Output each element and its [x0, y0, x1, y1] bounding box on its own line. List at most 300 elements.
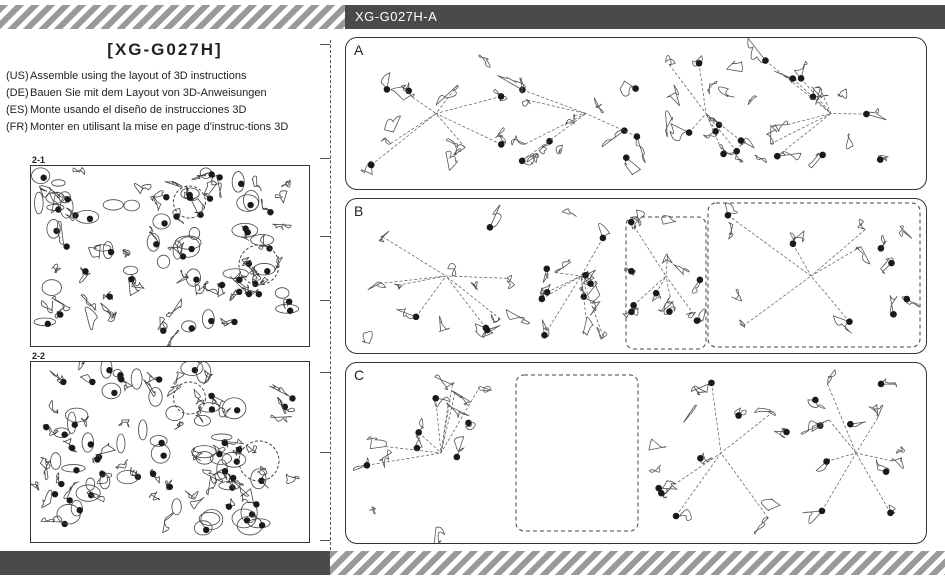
part-number-marker: [487, 224, 494, 231]
part-outline: [149, 388, 162, 407]
assembly-guide-line: [856, 453, 892, 461]
part-outline: [102, 383, 121, 399]
part-number-marker: [150, 471, 156, 477]
part-sketch: [556, 145, 563, 154]
part-number-marker: [712, 128, 719, 135]
part-outline: [269, 385, 289, 397]
part-sketch: [527, 153, 538, 162]
part-number-marker: [888, 260, 895, 267]
step-label: A: [354, 42, 364, 58]
part-number-marker: [208, 393, 214, 399]
part-number-marker: [819, 152, 826, 159]
assembly-guide-line: [721, 412, 773, 453]
part-outline: [275, 288, 289, 299]
part-number-marker: [878, 381, 885, 388]
part-sketch: [896, 447, 904, 453]
part-number-marker: [267, 209, 273, 215]
lang-code: (FR): [6, 121, 28, 133]
assembly-guide-line: [382, 236, 446, 276]
part-number-marker: [878, 245, 885, 252]
part-number-marker: [725, 212, 732, 219]
part-outline: [166, 299, 181, 317]
part-sketch: [506, 310, 529, 324]
part-number-marker: [694, 317, 701, 324]
part-outline: [100, 475, 110, 489]
part-number-marker: [226, 503, 232, 509]
step-panel-a: [345, 37, 927, 190]
part-outline: [163, 513, 174, 533]
part-number-marker: [52, 491, 58, 497]
part-outline: [190, 198, 204, 213]
part-outline: [39, 186, 50, 198]
part-sketch: [801, 421, 820, 434]
part-number-marker: [498, 93, 505, 100]
part-number-marker: [863, 111, 870, 118]
part-number-marker: [88, 441, 94, 447]
part-number-marker: [790, 240, 797, 247]
part-sketch: [496, 128, 505, 138]
part-number-marker: [207, 195, 213, 201]
part-number-marker: [72, 422, 78, 428]
part-outline: [31, 480, 39, 490]
part-sketch: [740, 320, 745, 327]
part-number-marker: [413, 314, 420, 321]
part-number-marker: [89, 379, 95, 385]
divider-tick: [320, 236, 330, 237]
part-number-marker: [234, 407, 240, 413]
part-number-marker: [289, 395, 295, 401]
part-outline: [203, 281, 218, 294]
part-number-marker: [245, 229, 251, 235]
part-number-marker: [246, 291, 252, 297]
part-number-marker: [630, 302, 637, 309]
assembly-guide-line: [743, 276, 811, 326]
assembly-guide-line: [522, 114, 586, 161]
part-number-marker: [222, 468, 228, 474]
part-sketch: [439, 316, 449, 332]
assembly-guide-line: [676, 453, 721, 516]
assembly-guide-line: [586, 114, 637, 137]
assembly-guide-line: [827, 453, 856, 462]
part-number-marker: [287, 308, 293, 314]
part-sketch: [718, 87, 734, 97]
part-number-marker: [247, 202, 253, 208]
part-sketch: [562, 209, 576, 217]
part-outline: [196, 406, 203, 422]
divider-line: [330, 40, 331, 550]
part-number-marker: [587, 280, 594, 287]
part-outline: [57, 221, 63, 244]
part-number-marker: [798, 75, 805, 82]
assembly-guide-line: [765, 61, 831, 114]
part-number-marker: [628, 219, 635, 226]
assembly-guide-line: [441, 392, 455, 453]
assembly-guide-line: [856, 453, 890, 513]
instruction-us: [6, 70, 316, 82]
part-outline: [101, 303, 116, 317]
part-sketch: [755, 408, 776, 415]
part-number-marker: [167, 484, 173, 490]
part-sketch: [380, 450, 392, 468]
part-number-marker: [415, 429, 422, 436]
part-number-marker: [61, 431, 67, 437]
part-outline: [286, 474, 299, 483]
assembly-guide-line: [811, 247, 861, 276]
assembly-guide-line: [367, 453, 441, 465]
part-sketch: [892, 458, 903, 469]
part-sketch: [369, 507, 376, 514]
assembly-guide-line: [371, 114, 436, 165]
part-outline: [237, 195, 259, 212]
part-number-marker: [45, 321, 51, 327]
part-outline: [172, 499, 181, 515]
part-sketch: [507, 275, 514, 288]
part-sketch: [385, 116, 401, 132]
part-outline: [73, 168, 85, 175]
part-sketch: [479, 386, 492, 392]
assembly-guide-line: [811, 229, 865, 276]
part-number-marker: [158, 440, 164, 446]
part-outline: [52, 264, 61, 273]
part-sketch: [732, 289, 742, 301]
part-outline: [119, 420, 130, 427]
part-number-marker: [256, 291, 262, 297]
assembly-guide-line: [412, 97, 436, 113]
part-number-marker: [106, 367, 112, 373]
step-panel-c: [345, 362, 927, 544]
part-number-marker: [160, 452, 166, 458]
parts-sheet-2-2: [30, 361, 310, 543]
part-sketch: [511, 136, 525, 146]
divider-tick: [320, 372, 330, 373]
part-number-marker: [368, 162, 375, 169]
part-number-marker: [189, 325, 195, 331]
part-outline: [116, 460, 128, 469]
part-outline: [40, 457, 50, 468]
part-number-marker: [720, 151, 727, 158]
assembly-guide-line: [446, 276, 507, 278]
part-outline: [49, 401, 58, 414]
part-number-marker: [107, 293, 113, 299]
part-number-marker: [541, 332, 548, 339]
part-outline: [131, 369, 142, 389]
part-sketch: [674, 264, 690, 274]
part-outline: [158, 317, 167, 329]
assembly-guide-line: [706, 114, 741, 141]
part-sketch: [755, 155, 766, 162]
part-number-marker: [623, 154, 630, 161]
part-number-marker: [432, 395, 439, 402]
sheet-label: 2-1: [32, 155, 46, 165]
part-number-marker: [58, 481, 64, 487]
detail-callout-box: [516, 375, 638, 531]
part-outline: [139, 420, 148, 440]
part-number-marker: [903, 296, 910, 303]
part-outline: [146, 372, 157, 384]
bottom-bar-left: [0, 551, 330, 575]
part-outline: [85, 307, 97, 330]
assembly-guide-line: [793, 244, 811, 276]
part-number-marker: [219, 282, 225, 288]
part-number-marker: [244, 517, 250, 523]
part-number-marker: [519, 157, 526, 164]
lang-text: Monter en utilisant la mise en page d'instruc-tions 3D: [30, 121, 289, 133]
instruction-de: [6, 87, 316, 99]
part-sketch: [846, 134, 853, 149]
gear-part-outline: [239, 441, 279, 481]
part-number-marker: [673, 513, 680, 520]
part-outline: [76, 485, 100, 501]
instruction-fr: [6, 121, 316, 133]
part-sketch: [727, 61, 743, 72]
part-number-marker: [812, 397, 819, 404]
assembly-diagram-art: [346, 38, 926, 189]
part-outline: [123, 266, 137, 274]
assembly-guide-line: [721, 453, 768, 518]
detail-callout-box: [708, 203, 920, 347]
part-number-marker: [735, 412, 742, 419]
part-sketch: [869, 405, 878, 416]
divider-tick: [320, 452, 330, 453]
assembly-guide-line: [542, 276, 581, 299]
part-outline: [44, 461, 50, 479]
part-number-marker: [94, 456, 100, 462]
part-number-marker: [697, 277, 704, 284]
part-number-marker: [774, 153, 781, 160]
part-number-marker: [40, 175, 46, 181]
part-number-marker: [82, 268, 88, 274]
part-sketch: [754, 518, 768, 534]
part-sketch: [565, 114, 574, 125]
assembly-guide-line: [419, 432, 441, 453]
part-outline: [174, 372, 184, 384]
part-number-marker: [847, 421, 854, 428]
part-outline: [52, 180, 65, 186]
part-number-marker: [484, 327, 491, 334]
part-outline: [157, 255, 169, 268]
parts-outline-art: [31, 166, 309, 346]
part-number-marker: [65, 196, 71, 202]
part-number-marker: [628, 308, 635, 315]
part-sketch: [636, 210, 645, 226]
part-sketch: [602, 130, 624, 146]
part-number-marker: [73, 467, 79, 473]
part-number-marker: [890, 311, 897, 318]
assembly-guide-line: [416, 276, 446, 317]
part-number-marker: [117, 372, 123, 378]
part-number-marker: [238, 181, 244, 187]
part-outline: [185, 491, 198, 500]
part-sketch: [858, 219, 865, 229]
part-outline: [56, 473, 59, 483]
part-outline: [275, 191, 287, 203]
part-outline: [57, 504, 80, 524]
part-sketch: [777, 152, 801, 160]
part-number-marker: [628, 268, 635, 275]
part-sketch: [368, 282, 386, 290]
part-outline: [273, 224, 292, 230]
lang-text: Monte usando el diseño de instrucciones 3D: [30, 104, 247, 116]
part-outline: [241, 489, 256, 503]
part-outline: [51, 453, 61, 470]
part-number-marker: [686, 129, 693, 136]
part-number-marker: [57, 311, 63, 317]
assembly-guide-line: [711, 383, 721, 453]
assembly-guide-line: [661, 453, 721, 493]
parts-sheet-2-1: [30, 165, 310, 347]
assembly-guide-line: [527, 100, 586, 113]
part-outline: [153, 214, 170, 229]
part-outline: [232, 509, 256, 528]
part-outline: [271, 415, 292, 422]
lang-text: Assemble using the layout of 3D instructions: [30, 70, 247, 82]
part-number-marker: [160, 327, 166, 333]
part-number-marker: [203, 527, 209, 533]
part-outline: [166, 330, 179, 346]
part-number-marker: [231, 319, 237, 325]
part-number-marker: [539, 296, 546, 303]
part-sketch: [636, 137, 645, 164]
sheet-label: 2-2: [32, 351, 46, 361]
part-outline: [222, 452, 246, 467]
part-number-marker: [193, 276, 199, 282]
part-number-marker: [783, 429, 790, 436]
part-number-marker: [266, 245, 272, 251]
part-outline: [94, 245, 111, 251]
part-sketch: [436, 85, 458, 105]
part-number-marker: [66, 497, 72, 503]
part-outline: [246, 445, 256, 453]
part-number-marker: [216, 174, 222, 180]
lang-text: Bauen Sie mit dem Layout von 3D-Anweisungen: [30, 87, 267, 99]
part-outline: [248, 519, 270, 528]
part-number-marker: [733, 148, 740, 155]
part-sketch: [666, 55, 676, 65]
part-outline: [251, 234, 274, 245]
assembly-guide-line: [689, 114, 706, 133]
model-code: XG-G027H-A: [355, 9, 438, 24]
assembly-guide-line: [581, 238, 603, 276]
step-label: C: [354, 367, 365, 383]
part-number-marker: [738, 137, 745, 144]
assembly-guide-line: [631, 222, 666, 276]
assembly-guide-line: [391, 114, 436, 144]
assembly-guide-line: [706, 114, 737, 152]
part-outline: [52, 296, 70, 310]
assembly-guide-line: [728, 215, 811, 276]
part-outline: [174, 421, 183, 429]
part-sketch: [479, 55, 490, 68]
part-number-marker: [99, 471, 105, 477]
part-sketch: [434, 527, 445, 543]
page-title: [XG-G027H]: [107, 40, 223, 59]
part-sketch: [448, 263, 456, 275]
divider-tick: [320, 540, 330, 541]
part-outline: [199, 403, 220, 412]
part-outline: [259, 235, 267, 250]
part-outline: [96, 443, 115, 455]
part-sketch: [899, 226, 912, 239]
assembly-guide-line: [446, 276, 486, 328]
part-outline: [276, 304, 299, 313]
part-outline: [32, 168, 50, 184]
part-sketch: [828, 370, 836, 384]
part-number-marker: [883, 468, 890, 475]
assembly-guide-line: [547, 276, 581, 292]
part-sketch: [555, 259, 570, 272]
part-number-marker: [634, 133, 641, 140]
assembly-diagram-art: [346, 199, 926, 353]
assembly-guide-line: [777, 114, 831, 157]
part-number-marker: [697, 455, 704, 462]
part-number-marker: [543, 265, 550, 272]
part-number-marker: [43, 424, 49, 430]
part-sketch: [838, 89, 847, 98]
part-outline: [165, 181, 182, 187]
part-outline: [220, 318, 233, 326]
part-outline: [154, 197, 161, 211]
assembly-guide-line: [666, 256, 668, 276]
part-number-marker: [621, 127, 628, 134]
part-number-marker: [259, 522, 265, 528]
assembly-guide-line: [436, 85, 458, 113]
part-outline: [150, 436, 167, 447]
part-outline: [260, 277, 268, 284]
part-number-marker: [708, 380, 715, 387]
part-number-marker: [364, 462, 371, 469]
part-number-marker: [384, 86, 391, 93]
part-number-marker: [111, 390, 117, 396]
assembly-guide-line: [525, 114, 586, 145]
part-outline: [222, 398, 246, 419]
assembly-guide-line: [634, 276, 666, 305]
part-outline: [252, 176, 261, 191]
parts-outline-art: [31, 362, 309, 542]
assembly-diagram-art: [346, 363, 926, 543]
part-number-marker: [465, 420, 472, 427]
part-outline: [123, 250, 130, 258]
part-number-marker: [236, 277, 242, 283]
part-number-marker: [156, 376, 162, 382]
part-sketch: [708, 81, 717, 94]
part-sketch: [686, 312, 695, 318]
part-number-marker: [498, 141, 505, 148]
part-outline: [117, 434, 125, 453]
part-number-marker: [108, 249, 114, 255]
part-outline: [196, 362, 210, 383]
part-sketch: [583, 317, 593, 335]
assembly-guide-line: [436, 96, 501, 113]
assembly-guide-line: [385, 447, 441, 453]
assembly-guide-line: [811, 276, 849, 322]
part-sketch: [367, 437, 386, 449]
part-outline: [124, 200, 140, 211]
part-number-marker: [186, 192, 192, 198]
part-number-marker: [696, 60, 703, 67]
part-outline: [41, 301, 52, 313]
part-outline: [189, 227, 200, 239]
part-sketch: [683, 405, 696, 423]
part-number-marker: [188, 246, 194, 252]
part-number-marker: [762, 57, 769, 64]
part-sketch: [362, 331, 372, 343]
part-number-marker: [819, 508, 826, 515]
part-number-marker: [653, 290, 660, 297]
assembly-guide-line: [446, 276, 500, 319]
assembly-guide-line: [522, 90, 586, 114]
part-outline: [149, 492, 159, 500]
part-outline: [149, 226, 160, 243]
